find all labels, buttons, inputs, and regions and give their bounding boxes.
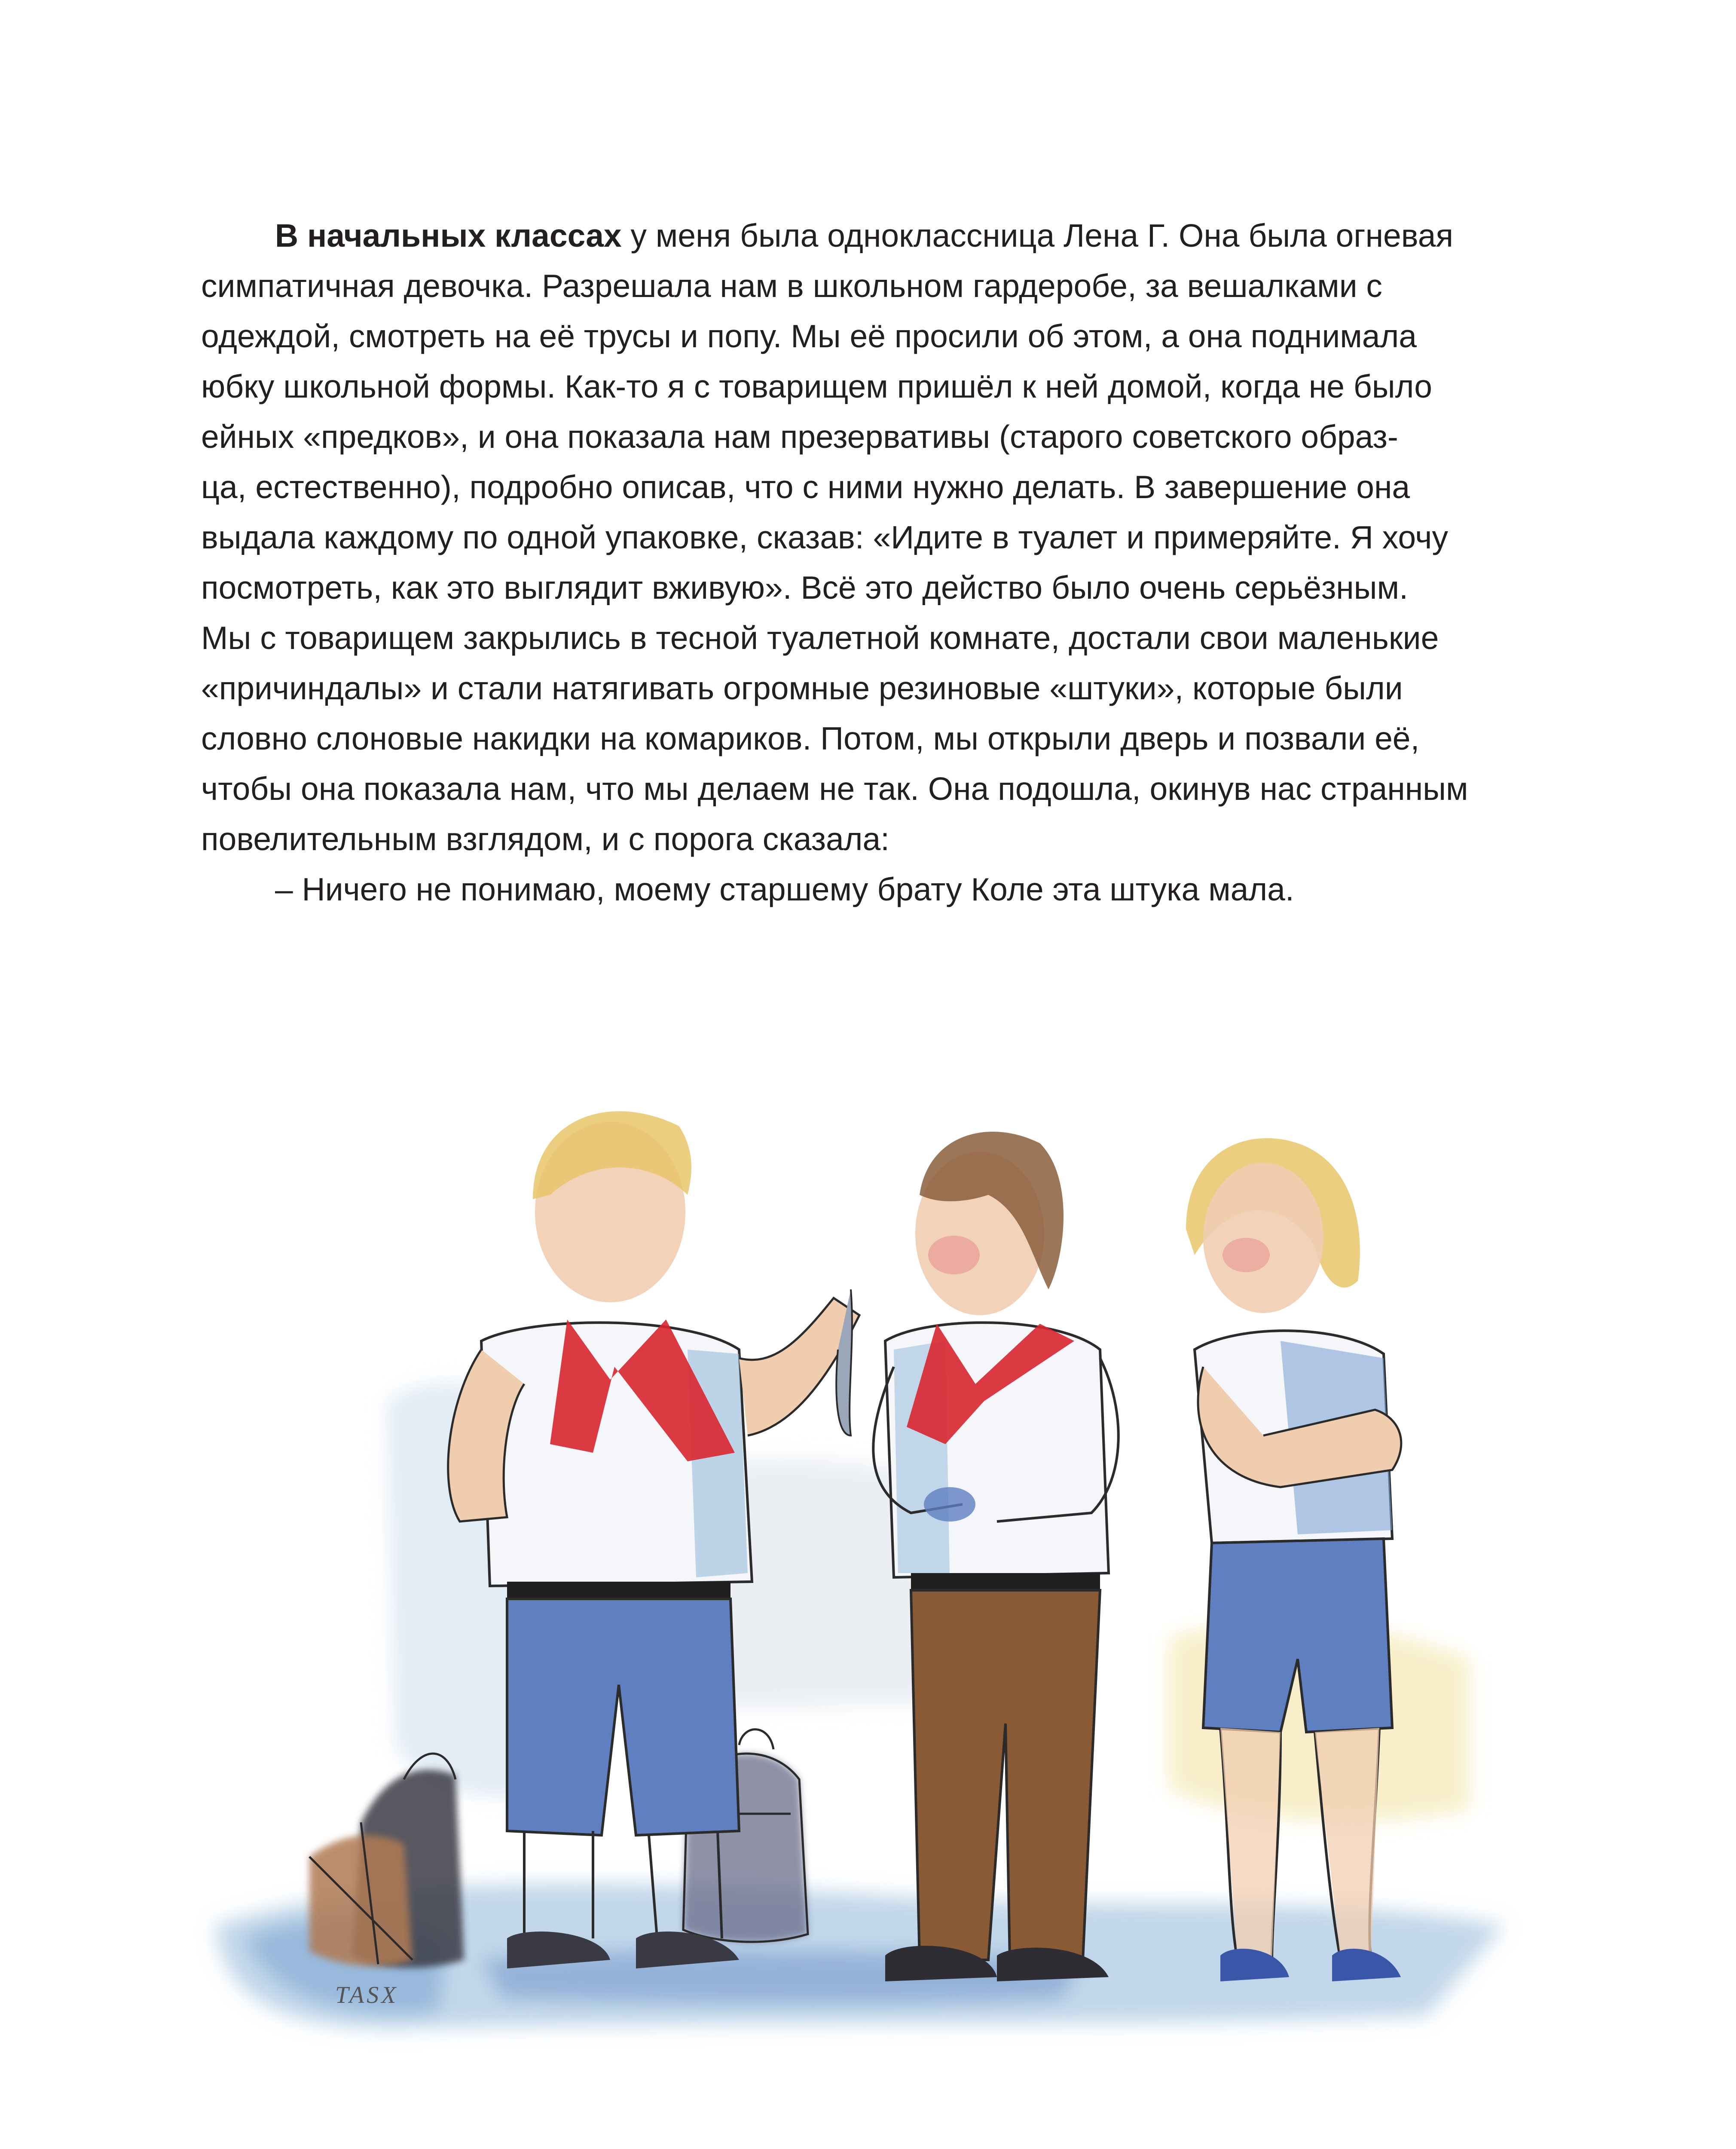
- text-line: Мы с товарищем закрылись в тесной туалетной комнате, достали свои маленькие: [201, 620, 1439, 656]
- cheek-blush: [1223, 1238, 1270, 1272]
- belt: [507, 1582, 730, 1599]
- head: [1203, 1163, 1323, 1313]
- belt: [911, 1573, 1100, 1590]
- text-line: симпатичная девочка. Разрешала нам в школьном гардеробе, за вешалками с: [201, 268, 1382, 304]
- lead-in-bold: В начальных классах: [275, 217, 622, 254]
- figure-blonde-girl: [1186, 1138, 1401, 1981]
- text-line: одеждой, смотреть на её трусы и попу. Мы её просили об этом, а она поднимала: [201, 318, 1417, 354]
- text-line: посмотреть, как это выглядит вживую». Всё это действо было очень серьёзным.: [201, 569, 1408, 606]
- figure-brown-haired-boy: [873, 1132, 1118, 1981]
- watercolor-illustration: [180, 1014, 1530, 2097]
- text-line: «причиндалы» и стали натягивать огромные резиновые «штуки», которые были: [201, 670, 1403, 706]
- cheek-blush: [928, 1236, 980, 1274]
- dialogue-line: – Ничего не понимаю, моему старшему брату Коле эта штука мала.: [275, 871, 1294, 907]
- text-line: словно слоновые накидки на комариков. Потом, мы открыли дверь и позвали её,: [201, 720, 1420, 756]
- text-line: выдала каждому по одной упаковке, сказав: «Идите в туалет и примеряйте. Я хочу: [201, 519, 1449, 555]
- text-line: повелительным взглядом, и с порога сказала:: [201, 821, 889, 857]
- story-text: [201, 211, 1550, 915]
- held-package: [924, 1487, 975, 1521]
- left-backpack: [309, 1754, 464, 1968]
- paragraph-first-line: [201, 211, 1550, 261]
- text-line: у меня была одноклассница Лена Г. Она была огневая: [621, 217, 1454, 254]
- text-line: ейных «предков», и она показала нам презервативы (старого советского образ-: [201, 419, 1398, 455]
- artist-signature: TASX: [335, 1982, 399, 2008]
- text-line: ца, естественно), подробно описав, что с ними нужно делать. В завершение она: [201, 469, 1410, 505]
- text-line: чтобы она показала нам, что мы делаем не так. Она подошла, окинув нас странным: [201, 771, 1468, 807]
- blue-shorts: [507, 1599, 739, 1835]
- text-line: юбку школьной формы. Как-то я с товарищем пришёл к ней домой, когда не было: [201, 368, 1432, 404]
